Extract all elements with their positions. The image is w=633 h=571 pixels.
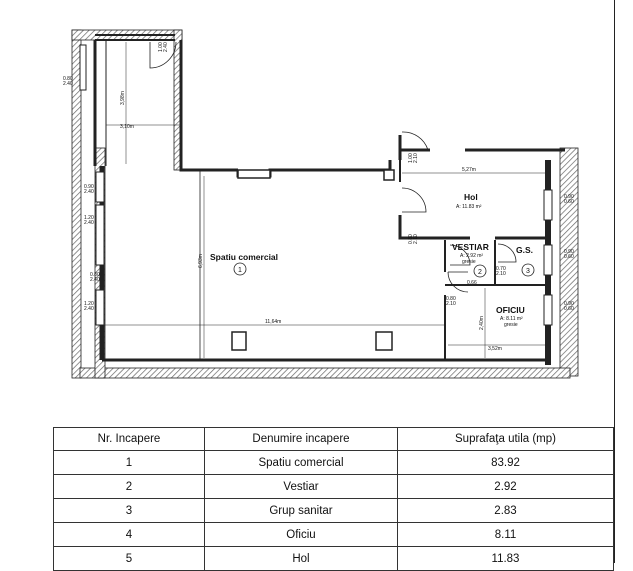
- room-label-hol: Hol: [464, 192, 478, 202]
- room-number-1: 1: [238, 267, 242, 274]
- win-label-w6: 0.90: [564, 194, 574, 200]
- room-finish-oficiu: gresie: [504, 322, 518, 328]
- win-label-w1: 0.80: [63, 76, 73, 82]
- win-label-w4: 0.80: [90, 272, 100, 278]
- cell-area: 11.83: [398, 547, 614, 571]
- table-row: [54, 523, 614, 547]
- cell-name: Spatiu comercial: [205, 451, 398, 475]
- cell-name: Grup sanitar: [205, 499, 398, 523]
- door-label-dr3: 0.80: [408, 234, 414, 244]
- door-label-dr5-h: 2.10: [496, 271, 506, 277]
- cell-nr: 4: [54, 523, 205, 547]
- win-label-w4-h: 2.40: [90, 277, 100, 283]
- dimension-lines: [105, 42, 546, 358]
- room-label-oficiu: OFICIU: [496, 305, 525, 315]
- dim-527: 5,27m: [462, 167, 476, 173]
- table-row: [54, 451, 614, 475]
- door-label-dr1: 1.00: [158, 42, 164, 52]
- header-area: Suprafaţa utila (mp): [398, 428, 614, 451]
- cell-nr: 5: [54, 547, 205, 571]
- cell-name: Oficiu: [205, 523, 398, 547]
- cell-nr: 3: [54, 499, 205, 523]
- door-label-dr1-h: 2.40: [163, 42, 169, 52]
- door-label-dr4: 0.80: [446, 296, 456, 302]
- room-areas-table: [53, 427, 614, 571]
- table-row: [54, 499, 614, 523]
- cell-name: Vestiar: [205, 475, 398, 499]
- dim-398: 3,98m: [120, 91, 126, 105]
- cell-name: Hol: [205, 547, 398, 571]
- door-labels: [158, 42, 506, 307]
- dim-310: 3,10m: [120, 124, 134, 130]
- room-area-oficiu: A: 8.11 m²: [500, 316, 523, 322]
- room-label-spatiu: Spatiu comercial: [210, 252, 279, 262]
- header-nr: Nr. Incapere: [54, 428, 205, 451]
- header-name: Denumire incapere: [205, 428, 398, 451]
- door-label-dr2: 1.00: [408, 153, 414, 163]
- walls: [95, 35, 565, 365]
- win-label-w1-h: 2.40: [63, 81, 73, 87]
- windows-right: [544, 190, 552, 325]
- room-number-2: 2: [478, 269, 482, 276]
- room-area-hol: A: 11.83 m²: [456, 204, 482, 210]
- win-label-w8: 0.90: [564, 301, 574, 307]
- room-finish-vestiar: gresie: [462, 259, 476, 265]
- win-label-w5-h: 2.40: [84, 306, 94, 312]
- dim-240: 2,40m: [479, 316, 485, 330]
- win-label-w2-h: 2.40: [84, 189, 94, 195]
- win-label-w3: 1.20: [84, 215, 94, 221]
- cell-area: 2.92: [398, 475, 614, 499]
- win-label-w7: 0.90: [564, 249, 574, 255]
- cell-area: 2.83: [398, 499, 614, 523]
- dim-1164: 11,64m: [265, 319, 282, 325]
- dim-066: 0,66: [467, 280, 477, 286]
- table-row: [54, 547, 614, 571]
- door-label-dr2-h: 2.10: [413, 153, 419, 163]
- door-label-dr3-h: 2.10: [413, 234, 419, 244]
- room-label-gs: G.S.: [516, 245, 534, 255]
- cell-nr: 1: [54, 451, 205, 475]
- room-number-3: 3: [526, 268, 530, 275]
- dim-693: 6,93m: [198, 254, 204, 268]
- cell-nr: 2: [54, 475, 205, 499]
- room-area-vestiar: A: 2.92 m²: [460, 253, 484, 259]
- win-label-w3-h: 2.40: [84, 220, 94, 226]
- win-label-w8-h: 0.60: [564, 306, 574, 312]
- table-row: [54, 475, 614, 499]
- win-label-w5: 1.20: [84, 301, 94, 307]
- win-label-w7-h: 0.60: [564, 254, 574, 260]
- win-label-w6-h: 0.60: [564, 199, 574, 205]
- cell-area: 8.11: [398, 523, 614, 547]
- room-label-vestiar: VESTIAR: [452, 242, 489, 252]
- cell-area: 83.92: [398, 451, 614, 475]
- win-label-w2: 0.90: [84, 184, 94, 190]
- dim-352: 3,52m: [488, 346, 502, 352]
- door-label-dr5: 0.70: [496, 266, 506, 272]
- table-header-row: [54, 428, 614, 451]
- exterior-walls: [72, 30, 578, 378]
- door-label-dr4-h: 2.10: [446, 301, 456, 307]
